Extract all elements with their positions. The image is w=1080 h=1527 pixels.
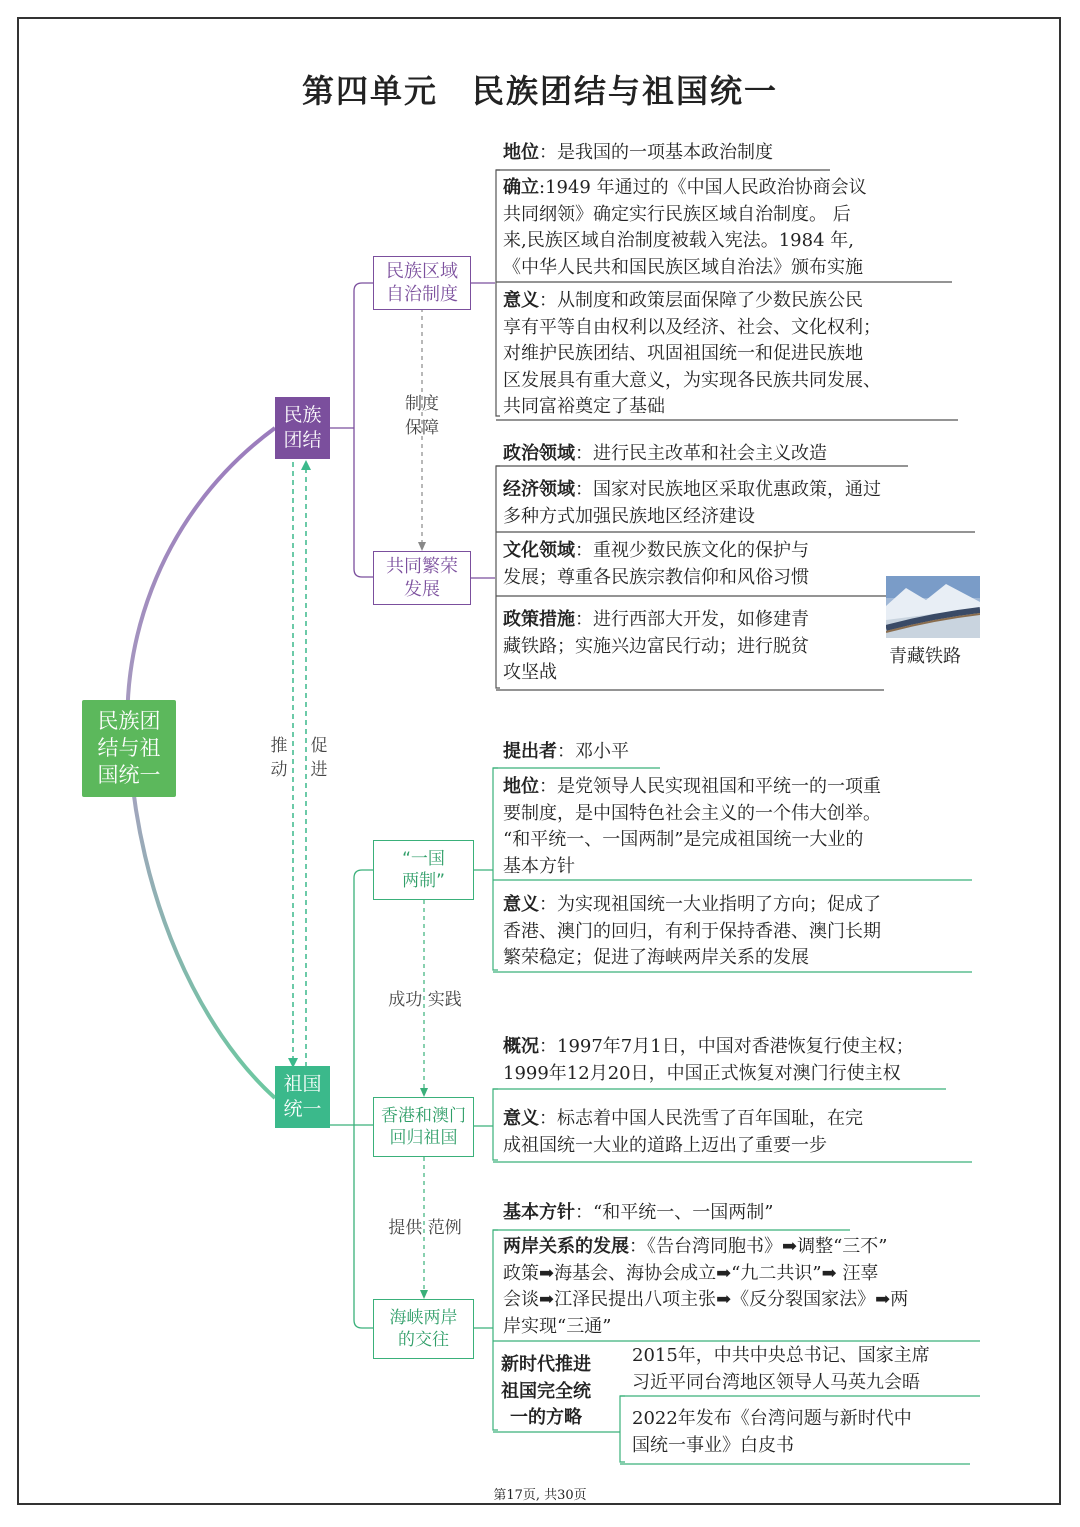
item-text: ：重视少数民族文化的保护与 (575, 540, 809, 561)
item-label: 基本方针 (503, 1202, 575, 1223)
success-practice-label: 成功 实践 (388, 990, 462, 1010)
hk-macau-node-line: 香港和澳门 (381, 1105, 466, 1126)
prosperity-node-line: 共同繁荣 (386, 555, 458, 577)
prosperity-cultural (503, 538, 809, 591)
item-text: ：进行民主改革和社会主义改造 (575, 443, 827, 464)
item-text: 会谈➡江泽民提出八项主张➡《反分裂国家法》➡两 (503, 1289, 909, 1310)
item-text: ：是党领导人民实现祖国和平统一的一项重 (539, 776, 881, 797)
item-text: 享有平等自由权利以及经济、社会、文化权利； (503, 316, 881, 338)
item-text: 要制度，是中国特色社会主义的一个伟大创举。 (503, 802, 881, 824)
strait-node (373, 1299, 474, 1359)
item-text: ：标志着中国人民洗雪了百年国耻，在完 (539, 1108, 863, 1129)
item-label: 意义 (503, 290, 539, 311)
reunification-node-line: 祖国 (283, 1073, 322, 1096)
item-text: ：是我国的一项基本政治制度 (539, 142, 773, 163)
item-text: 习近平同台湾地区领导人马英九会晤 (632, 1371, 920, 1393)
reunification-node-line: 统一 (283, 1098, 322, 1120)
item-text: 对维护民族团结、巩固祖国统一和促进民族地 (503, 343, 863, 364)
one-country-node-line: “一国 (402, 848, 445, 869)
one-country-proposer (503, 739, 629, 766)
reunification-node (275, 1066, 330, 1128)
item-text: 香港、澳门的回归，有利于保持香港、澳门长期 (503, 920, 881, 942)
autonomy-significance (503, 288, 881, 421)
prosperity-economic (503, 477, 881, 530)
item-label: 意义 (503, 894, 539, 915)
item-label: 地位 (503, 142, 539, 163)
new-era-label-line: 新时代推进 (501, 1354, 591, 1375)
photo-caption: 青藏铁路 (889, 646, 961, 667)
unity-node (275, 397, 330, 459)
autonomy-node-line: 民族区域 (386, 260, 458, 282)
item-text: 成祖国统一大业的道路上迈出了重要一步 (503, 1134, 827, 1156)
strait-development (503, 1234, 908, 1340)
item-label: 政治领域 (503, 443, 575, 464)
item-text: ：为实现祖国统一大业指明了方向；促成了 (539, 894, 881, 915)
item-text: 岸实现“三通” (503, 1315, 612, 1337)
new-era-label-line: 祖国完全统 (501, 1380, 591, 1402)
one-country-node-line: 两制” (402, 871, 445, 891)
item-text: ：《告台湾同胞书》➡调整“三不” (629, 1236, 888, 1257)
item-text: 藏铁路；实施兴边富民行动；进行脱贫 (503, 635, 809, 657)
unity-bracket (354, 283, 373, 577)
item-label: 确立 (503, 177, 539, 198)
guarantee-label-line: 保障 (405, 418, 439, 438)
page-title: 第四单元 民族团结与祖国统一 (301, 72, 778, 110)
prosperity-node-line: 发展 (404, 579, 440, 600)
promote-label-char: 进 (310, 760, 328, 780)
new-era-label-line: 一的方略 (510, 1407, 582, 1428)
item-text: 基本方针 (503, 855, 575, 877)
qinghai-tibet-railway-photo (886, 576, 980, 638)
guarantee-label-line: 制度 (405, 394, 439, 414)
item-text: 来,民族区域自治制度被载入宪法。1984 年, (503, 230, 854, 251)
item-text: 2022年发布《台湾问题与新时代中 (632, 1408, 912, 1429)
item-text: 区发展具有重大意义，为实现各民族共同发展、 (503, 369, 881, 391)
new-era-item (632, 1406, 912, 1459)
reunification-bracket (354, 870, 373, 1328)
new-era-label (501, 1352, 591, 1432)
system-guarantee-label (398, 392, 446, 440)
push-label-char: 推 (270, 736, 288, 756)
strait-node-line: 海峡两岸 (389, 1307, 458, 1328)
autonomy-node-line: 自治制度 (386, 284, 458, 305)
item-text: 繁荣稳定；促进了海峡两岸关系的发展 (503, 947, 809, 968)
new-era-item (632, 1343, 930, 1396)
item-label: 经济领域 (503, 479, 575, 500)
item-text: ：国家对民族地区采取优惠政策，通过 (575, 479, 881, 500)
item-text: :1949 年通过的《中国人民政治协商会议 (539, 177, 867, 198)
item-text: ：邓小平 (557, 741, 629, 762)
unity-node-line: 民族 (283, 404, 322, 427)
root-line: 民族团 (97, 708, 161, 733)
root-line: 结与祖 (97, 735, 161, 760)
item-text: 共同富裕奠定了基础 (503, 396, 665, 417)
item-text: 攻坚战 (503, 662, 557, 683)
one-country-status (503, 774, 881, 880)
item-text: 2015年，中共中央总书记、国家主席 (632, 1345, 930, 1366)
one-country-significance (503, 892, 881, 972)
provide-example-label: 提供 范例 (388, 1218, 462, 1238)
item-label: 概况 (503, 1036, 539, 1057)
prosperity-policy (503, 607, 809, 687)
page-footer: 第17页, 共30页 (493, 1488, 587, 1503)
item-text: 发展；尊重各民族宗教信仰和风俗习惯 (503, 566, 809, 588)
autonomy-node (373, 256, 471, 310)
item-text: 政策➡海基会、海协会成立➡“九二共识”➡ 汪辜 (503, 1262, 879, 1284)
one-country-node (373, 840, 474, 900)
unity-node-line: 团结 (283, 429, 322, 451)
item-text: 国统一事业》白皮书 (632, 1434, 794, 1456)
autonomy-establish (503, 175, 867, 281)
item-label: 两岸关系的发展 (503, 1236, 629, 1257)
item-text: ：1997年7月1日，中国对香港恢复行使主权； (539, 1036, 914, 1057)
item-label: 意义 (503, 1108, 539, 1129)
autonomy-status (503, 140, 773, 167)
push-label-char: 动 (270, 760, 288, 780)
item-label: 文化领域 (503, 540, 575, 561)
hk-significance (503, 1106, 863, 1159)
hk-macau-node (373, 1097, 474, 1157)
prosperity-node (373, 551, 471, 605)
hk-overview (503, 1034, 914, 1087)
push-label (268, 734, 290, 782)
hk-macau-node-line: 回归祖国 (389, 1128, 458, 1148)
root-line: 国统一 (97, 763, 161, 788)
item-label: 地位 (503, 776, 539, 797)
promote-label (308, 734, 330, 782)
item-label: 提出者 (503, 741, 557, 762)
promote-arrow-head (301, 460, 311, 470)
promote-label-char: 促 (310, 736, 328, 756)
root-node (82, 700, 176, 797)
item-text: 多种方式加强民族地区经济建设 (503, 505, 755, 527)
item-text: ：“和平统一、一国两制” (575, 1202, 774, 1223)
item-text: ：从制度和政策层面保障了少数民族公民 (539, 290, 863, 311)
item-text: 1999年12月20日，中国正式恢复对澳门行使主权 (503, 1062, 901, 1084)
item-text: “和平统一、一国两制”是完成祖国统一大业的 (503, 829, 864, 850)
item-text: 共同纲领》确定实行民族区域自治制度。 后 (503, 203, 851, 225)
strait-policy (503, 1200, 773, 1227)
item-text: ：进行西部大开发，如修建青 (575, 609, 809, 630)
prosperity-political (503, 441, 827, 468)
item-text: 《中华人民共和国民族区域自治法》颁布实施 (503, 256, 863, 278)
item-label: 政策措施 (503, 609, 575, 630)
strait-node-line: 的交往 (398, 1330, 449, 1350)
